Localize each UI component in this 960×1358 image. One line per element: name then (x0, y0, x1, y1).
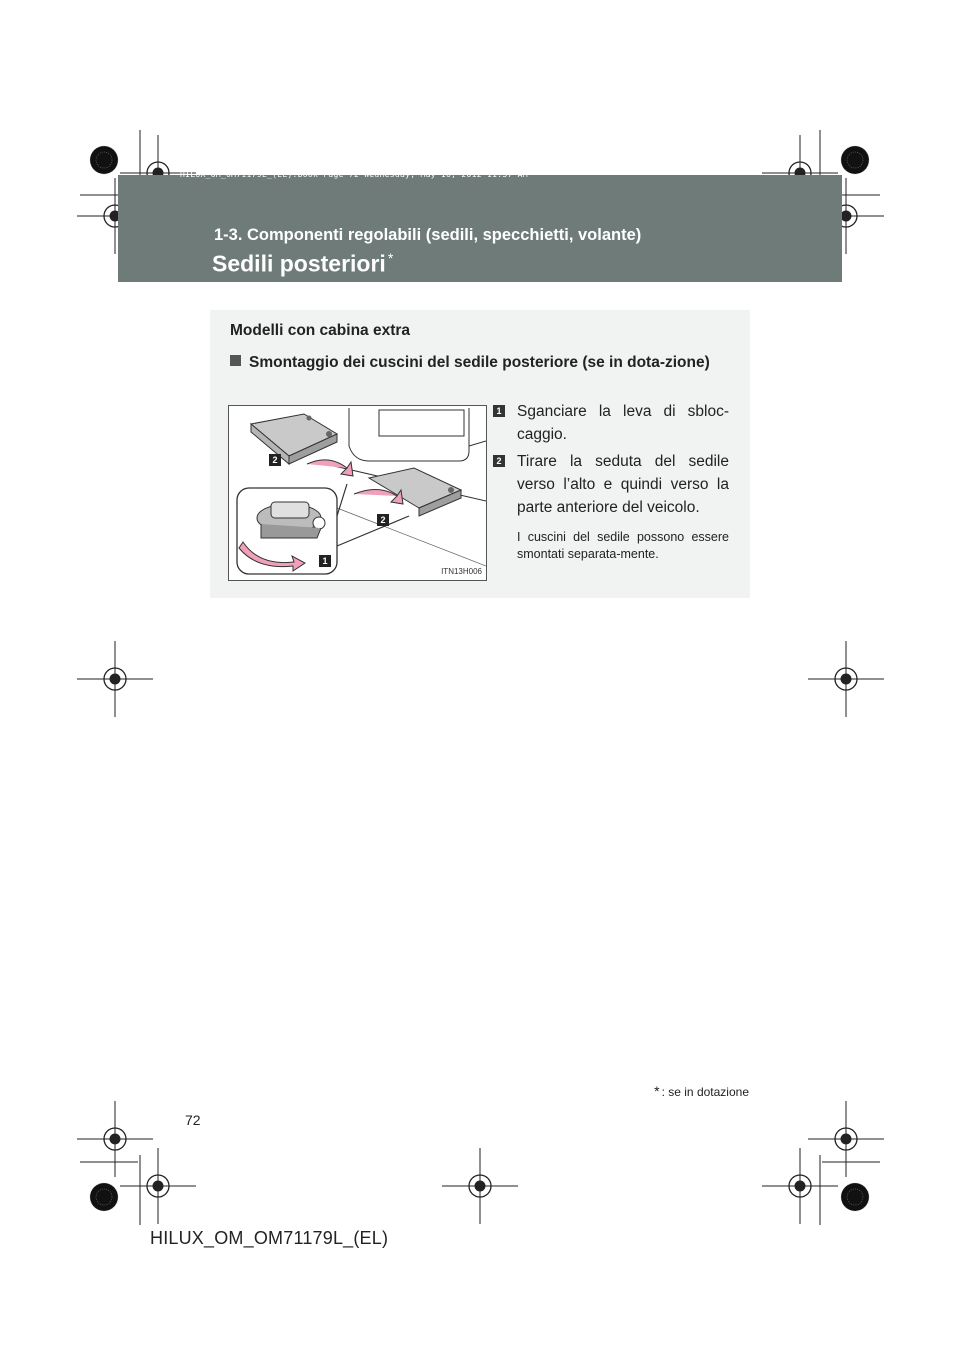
step-2 (493, 450, 729, 519)
step-1 (493, 400, 729, 446)
step-number-icon: 2 (493, 455, 505, 467)
section-label: 1-3. Componenti regolabili (sedili, specchietti, volante) (214, 226, 642, 244)
bullet-square-icon (230, 355, 241, 366)
step-text: Sganciare la leva di sbloc-caggio. (517, 403, 729, 443)
book-info: HILUX_OM_OM71179L_(EL).book Page 72 Wednesday, May 16, 2012 11:37 AM (180, 170, 528, 179)
step-number-icon: 1 (493, 405, 505, 417)
seat-cushion-illustration (228, 405, 487, 581)
manual-code: HILUX_OM_OM71179L_(EL) (150, 1228, 389, 1248)
page-number: 72 (185, 1112, 201, 1128)
callout-2-upper: 2 (269, 454, 281, 466)
optional-marker: * (387, 250, 394, 266)
procedure-heading-text: Smontaggio dei cuscini del sedile posteriore (se in dota-zione) (249, 354, 710, 371)
callout-2-lower: 2 (377, 514, 389, 526)
page-title (212, 250, 393, 278)
figure-code: ITN13H006 (441, 567, 482, 576)
footnote-marker: * (654, 1083, 660, 1099)
note-text: I cuscini del sedile possono essere smontati separata-mente. (517, 530, 729, 561)
footnote-text: : se in dotazione (661, 1085, 749, 1099)
callout-1: 1 (319, 555, 331, 567)
procedure-heading (230, 352, 730, 374)
illustration-drawing (229, 406, 486, 580)
models-heading: Modelli con cabina extra (230, 322, 411, 339)
steps-list (493, 400, 729, 563)
footnote (654, 1083, 749, 1099)
page-title-text: Sedili posteriori (212, 250, 386, 277)
step-text: Tirare la seduta del sedile verso l’alto e quindi verso la parte anteriore del veicolo. (517, 453, 729, 516)
